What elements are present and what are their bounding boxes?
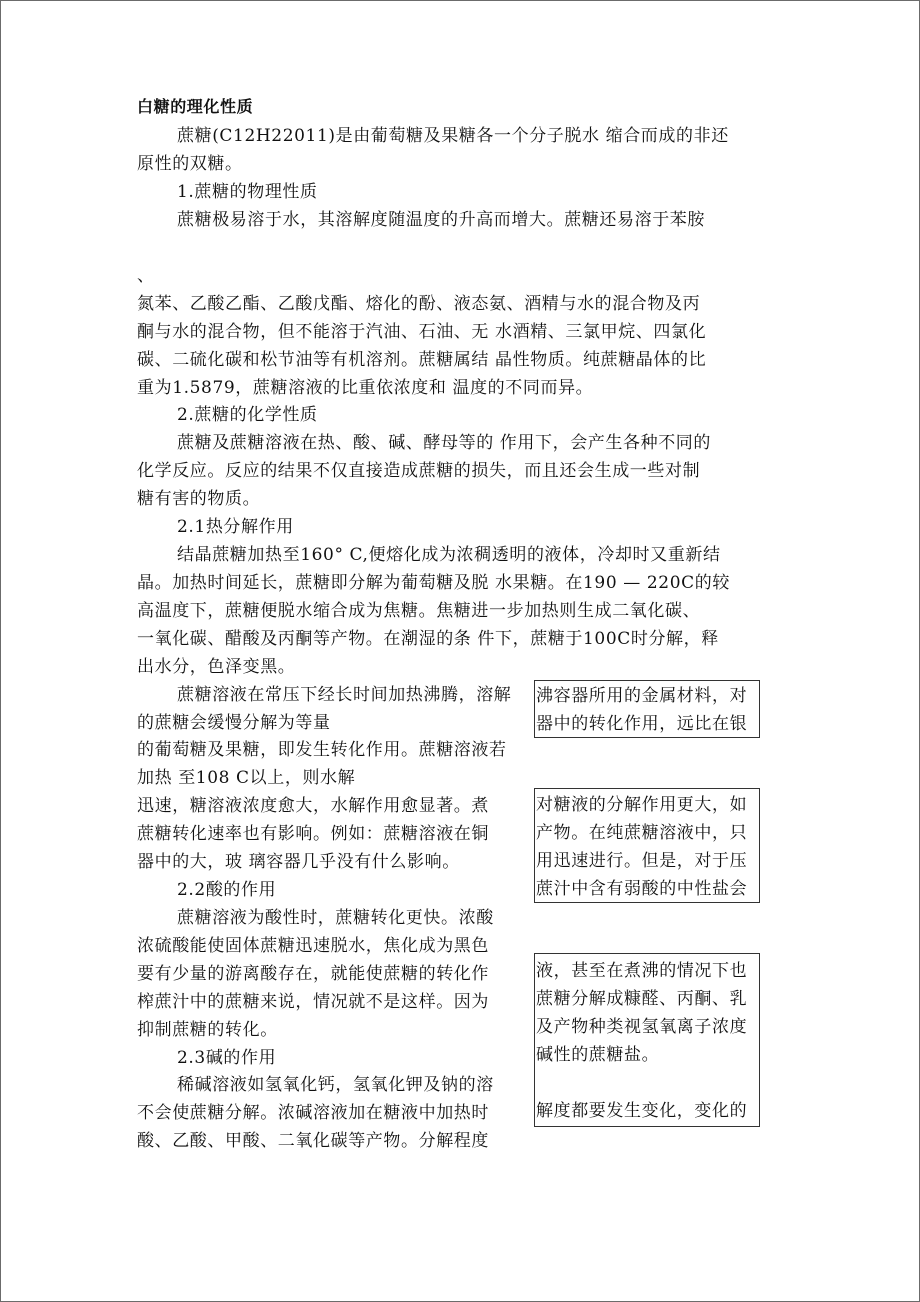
text-line: 稀碱溶液如氢氧化钙，氢氧化钾及钠的溶 xyxy=(177,1075,494,1095)
side-box-line: 解度都要发生变化，变化的 xyxy=(536,1101,748,1121)
text-line: 不会使蔗糖分解。浓碱溶液加在糖液中加热时 xyxy=(137,1103,489,1123)
text-line: 蔗糖转化速率也有影响。例如：蔗糖溶液在铜 xyxy=(137,824,489,844)
section-heading: 2.2酸的作用 xyxy=(177,880,277,900)
side-box-line: 沸容器所用的金属材料，对 xyxy=(536,686,748,706)
text-line: 酸、乙酸、甲酸、二氧化碳等产物。分解程度 xyxy=(137,1131,489,1151)
text-line: 要有少量的游离酸存在，就能使蔗糖的转化作 xyxy=(137,964,489,984)
side-box-line: 及产物种类视氢氧离子浓度 xyxy=(536,1017,748,1037)
side-box-line: 蔗糖分解成糠醛、丙酮、乳 xyxy=(536,989,748,1009)
text-line: 器中的大，玻 璃容器几乎没有什么影响。 xyxy=(137,852,460,872)
text-line: 的蔗糖会缓慢分解为等量 xyxy=(137,713,331,733)
side-text-box xyxy=(534,788,760,903)
text-line: 结晶蔗糖加热至160° C,便熔化成为浓稠透明的液体，冷却时又重新结 xyxy=(177,545,721,565)
text-line: 出水分，色泽变黑。 xyxy=(137,657,296,677)
text-line: 、 xyxy=(137,266,155,286)
text-line: 蔗糖极易溶于水，其溶解度随温度的升高而增大。蔗糖还易溶于苯胺 xyxy=(177,210,705,230)
text-line: 蔗糖溶液在常压下经长时间加热沸腾，溶解 xyxy=(177,685,512,705)
side-box-line: 对糖液的分解作用更大，如 xyxy=(536,795,748,815)
text-line: 榨蔗汁中的蔗糖来说，情况就不是这样。因为 xyxy=(137,992,489,1012)
text-line: 迅速，糖溶液浓度愈大，水解作用愈显著。煮 xyxy=(137,796,489,816)
text-line: 酮与水的混合物，但不能溶于汽油、石油、无 水酒精、三氯甲烷、四氯化 xyxy=(137,322,707,342)
text-line: 碳、二硫化碳和松节油等有机溶剂。蔗糖属结 晶性物质。纯蔗糖晶体的比 xyxy=(137,350,707,370)
side-box-line: 用迅速进行。但是，对于压 xyxy=(536,851,748,871)
section-heading: 2.3碱的作用 xyxy=(177,1048,277,1068)
text-line: 一氧化碳、醋酸及丙酮等产物。在潮湿的条 件下，蔗糖于100C时分解，释 xyxy=(137,629,719,649)
text-line: 蔗糖及蔗糖溶液在热、酸、碱、酵母等的 作用下，会产生各种不同的 xyxy=(177,433,712,453)
side-box-line: 蔗汁中含有弱酸的中性盐会 xyxy=(536,879,748,899)
side-box-line: 液，甚至在煮沸的情况下也 xyxy=(536,961,748,981)
side-text-box xyxy=(534,680,760,738)
text-line: 重为1.5879，蔗糖溶液的比重依浓度和 温度的不同而异。 xyxy=(137,378,594,398)
text-line: 蔗糖(C12H22011)是由葡萄糖及果糖各一个分子脱水 缩合而成的非还 xyxy=(177,126,729,146)
text-line: 抑制蔗糖的转化。 xyxy=(137,1020,278,1040)
side-text-box xyxy=(534,953,760,1127)
side-box-line: 产物。在纯蔗糖溶液中，只 xyxy=(536,823,748,843)
section-heading: 2.1热分解作用 xyxy=(177,517,294,537)
text-line: 氮苯、乙酸乙酯、乙酸戊酯、熔化的酚、液态氨、酒精与水的混合物及丙 xyxy=(137,294,701,314)
text-line: 原性的双糖。 xyxy=(137,154,243,174)
text-line: 蔗糖溶液为酸性时，蔗糖转化更快。浓酸 xyxy=(177,908,494,928)
side-box-line: 器中的转化作用，远比在银 xyxy=(536,714,748,734)
text-line: 化学反应。反应的结果不仅直接造成蔗糖的损失，而且还会生成一些对制 xyxy=(137,461,701,481)
text-line: 糖有害的物质。 xyxy=(137,489,261,509)
text-line: 加热 至108 C以上，则水解 xyxy=(137,768,356,788)
text-line: 浓硫酸能使固体蔗糖迅速脱水，焦化成为黑色 xyxy=(137,936,489,956)
text-line: 高温度下，蔗糖便脱水缩合成为焦糖。焦糖进一步加热则生成二氧化碳、 xyxy=(137,601,701,621)
text-line: 晶。加热时间延长，蔗糖即分解为葡萄糖及脱 水果糖。在190 — 220C的较 xyxy=(137,573,730,593)
document-title: 白糖的理化性质 xyxy=(137,97,254,116)
text-line: 的葡萄糖及果糖，即发生转化作用。蔗糖溶液若 xyxy=(137,740,507,760)
section-heading: 2.蔗糖的化学性质 xyxy=(177,405,318,425)
section-heading: 1.蔗糖的物理性质 xyxy=(177,182,318,202)
side-box-line: 碱性的蔗糖盐。 xyxy=(536,1045,660,1065)
